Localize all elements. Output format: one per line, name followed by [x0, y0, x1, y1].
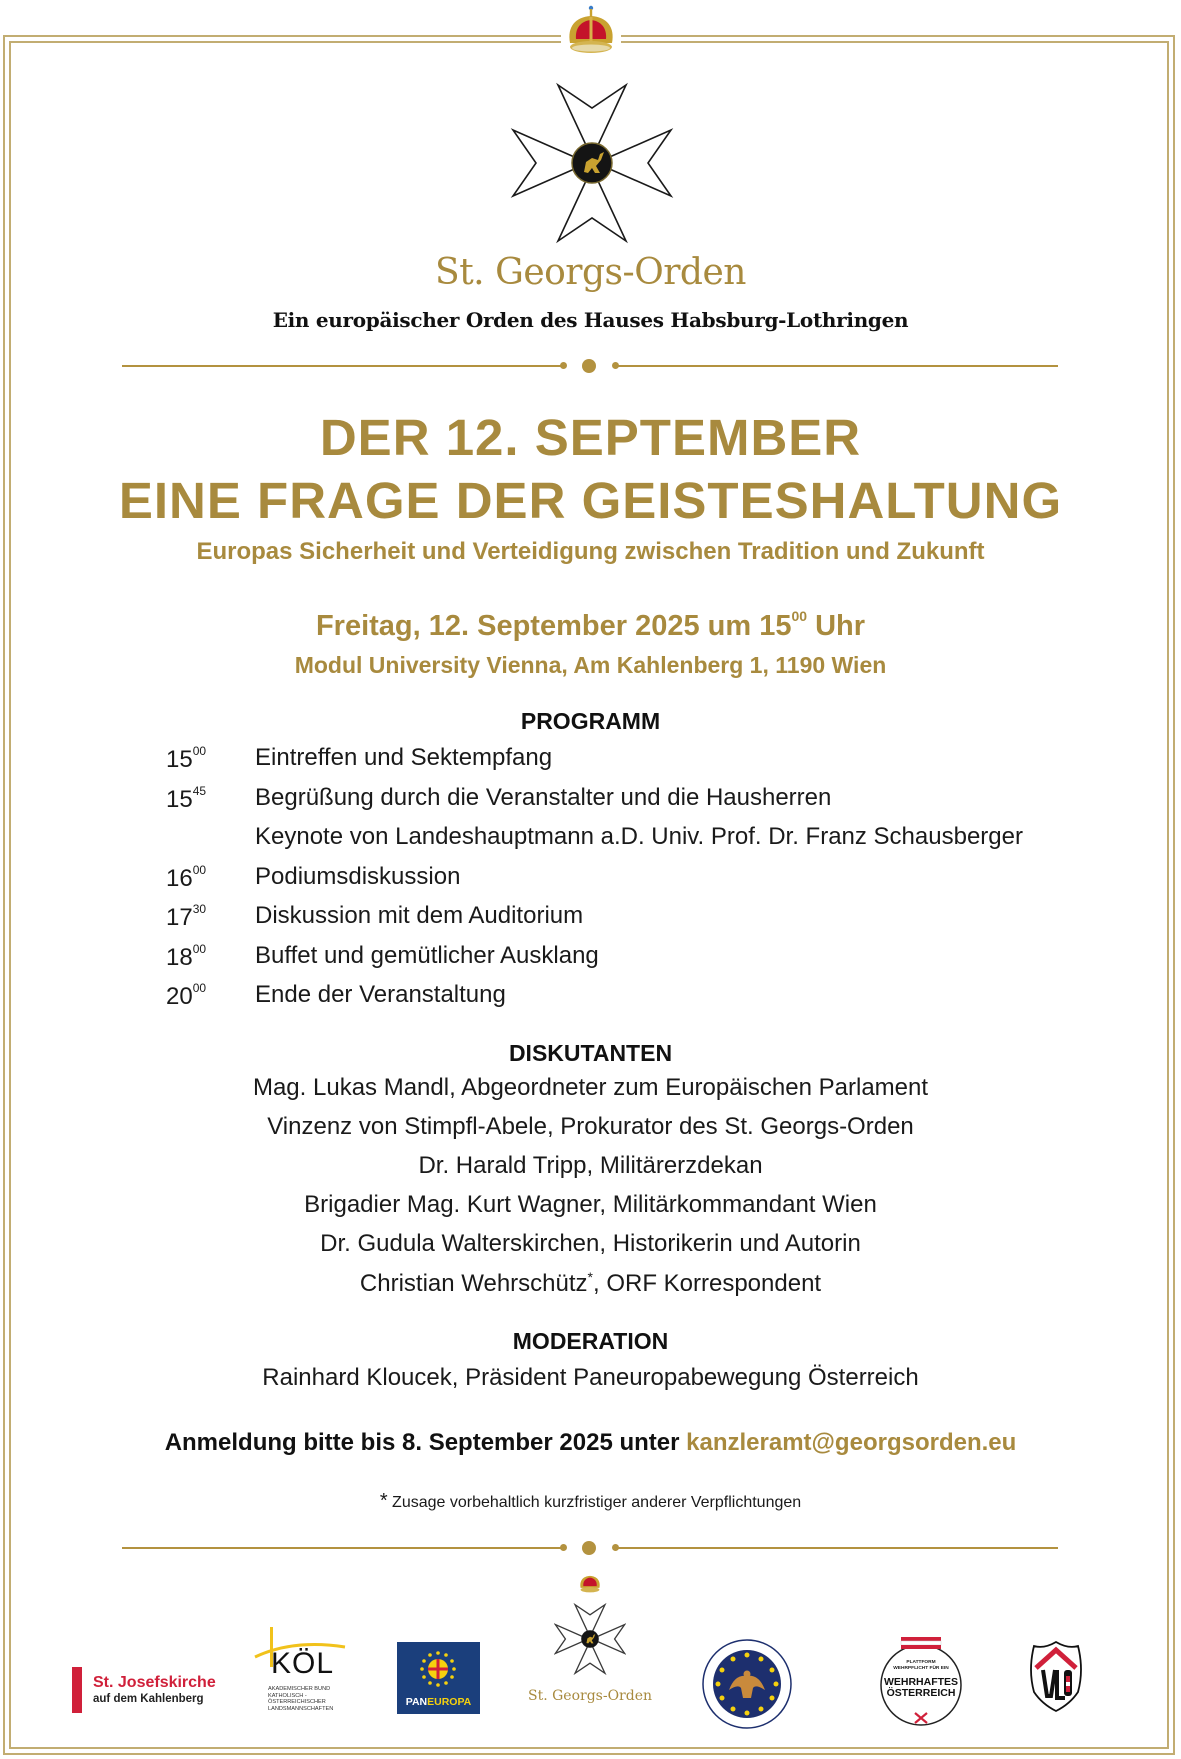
panelist: Dr. Gudula Walterskirchen, Historikerin und Autorin	[320, 1230, 861, 1257]
program-time: $20^{00}$	[166, 981, 207, 1010]
registration-note	[0, 1429, 1181, 1457]
crown-icon	[561, 3, 621, 61]
registration-text: Anmeldung bitte bis 8. September 2025 unter	[164, 1429, 687, 1456]
josefskirche-sub: auf dem Kahlenberg	[93, 1693, 204, 1705]
ornamental-divider	[122, 359, 1058, 373]
program-item	[166, 744, 1166, 784]
program-time: $15^{45}$	[166, 783, 207, 813]
logo-st-josefskirche	[72, 1667, 232, 1715]
panelist: Dr. Harald Tripp, Militärerzdekan	[418, 1152, 763, 1179]
program-time: $15^{00}$	[166, 744, 207, 773]
panelist: Mag. Lukas Mandl, Abgeordneter zum Europäischen Parlament	[252, 1074, 929, 1101]
panelist: Vinzenz von Stimpfl-Abele, Prokurator des St. Georgs-Orden	[267, 1113, 914, 1140]
logo-paneuropa	[397, 1642, 480, 1714]
logo-st-georgs-orden	[510, 1570, 670, 1730]
wehrhaft-top: PLATTFORM WEHRPFLICHT FÜR EIN	[893, 1660, 949, 1671]
ornamental-divider	[122, 1541, 1058, 1555]
program-item	[166, 784, 1166, 824]
moderator: Rainhard Kloucek, Präsident Paneuropabewegung Österreich	[262, 1364, 919, 1391]
panelist	[0, 1269, 1181, 1308]
moderation-heading: MODERATION	[512, 1328, 669, 1354]
logo-vloe	[1028, 1640, 1084, 1714]
panelist-name: Christian Wehrschütz	[359, 1270, 588, 1297]
program-item	[166, 981, 1166, 1021]
union-seal-icon	[701, 1638, 793, 1730]
program-text: Ende der Veranstaltung	[255, 981, 506, 1008]
program-item	[166, 863, 1166, 903]
georgsorden-name: St. Georgs-Orden	[527, 1688, 653, 1704]
panelist-role: , ORF Korrespondent	[592, 1270, 822, 1297]
program-heading: PROGRAMM	[520, 708, 661, 734]
event-date-suffix: Uhr	[807, 610, 866, 642]
panelists-heading: DISKUTANTEN	[508, 1040, 673, 1066]
program-text: Podiumsdiskussion	[255, 862, 461, 890]
footnote-mark: *	[379, 1490, 388, 1512]
partner-logos	[0, 1570, 1181, 1740]
panelists-list	[0, 1074, 1181, 1308]
program-text: Eintreffen und Sektempfang	[255, 744, 553, 771]
footnote-text: Zusage vorbehaltlich kurzfristiger anderer Verpflichtungen	[387, 1494, 802, 1511]
program-item	[166, 942, 1166, 982]
paneuropa-emblem-icon	[397, 1642, 480, 1692]
crown-icon	[575, 1570, 605, 1596]
order-subtitle: Ein europäischer Orden des Hauses Habsburg-Lothringen	[272, 308, 909, 332]
program-text: Buffet und gemütlicher Ausklang	[255, 941, 599, 969]
event-subtitle: Europas Sicherheit und Verteidigung zwischen Tradition und Zukunft	[196, 538, 985, 565]
program-text: Diskussion mit dem Auditorium	[255, 902, 584, 929]
event-venue: Modul University Vienna, Am Kahlenberg 1, 1190 Wien	[294, 652, 887, 678]
event-title-line2: EINE FRAGE DER GEISTESHALTUNG	[118, 472, 1063, 529]
program-time: $18^{00}$	[166, 941, 207, 971]
maltese-cross-emblem-icon	[510, 80, 674, 246]
event-date-text: Freitag, 12. September 2025 um 15	[315, 610, 792, 642]
program-item	[166, 823, 1166, 863]
footnote	[0, 1490, 1181, 1513]
program-time: $17^{30}$	[166, 902, 207, 931]
event-date	[0, 608, 1181, 643]
koel-sub: AKADEMISCHER BUND KATHOLISCH - ÖSTERREICHISCHER LANDSMANNSCHAFTEN	[268, 1686, 334, 1712]
program-item	[166, 902, 1166, 942]
program-text: Begrüßung durch die Veranstalter und die Hausherren	[255, 783, 832, 811]
josefskirche-name: St. Josefskirche	[93, 1674, 216, 1691]
maltese-cross-emblem-icon	[554, 1602, 626, 1676]
order-name: St. Georgs-Orden	[435, 252, 746, 293]
logo-koel	[253, 1625, 353, 1720]
logo-wehrhaftes-oesterreich	[873, 1633, 969, 1733]
event-title-line1: DER 12. SEPTEMBER	[319, 409, 862, 466]
paneuropa-name: PANEUROPA	[405, 1696, 472, 1708]
logo-union-military-groups	[701, 1638, 793, 1730]
program-text: Keynote von Landeshauptmann a.D. Univ. Prof. Dr. Franz Schausberger	[255, 823, 1023, 850]
vloe-shield-icon	[1028, 1640, 1084, 1714]
event-date-minutes: 00	[791, 608, 808, 624]
panelist: Brigadier Mag. Kurt Wagner, Militärkommandant Wien	[304, 1191, 877, 1218]
program-time: $16^{00}$	[166, 862, 207, 892]
footnote-mark: *	[587, 1269, 593, 1285]
program-list	[166, 744, 1166, 1021]
koel-name: KÖL	[271, 1647, 335, 1680]
wehrhaft-name: WEHRHAFTES ÖSTERREICH	[883, 1676, 959, 1699]
registration-email-link[interactable]: kanzleramt@georgsorden.eu	[686, 1429, 1017, 1456]
